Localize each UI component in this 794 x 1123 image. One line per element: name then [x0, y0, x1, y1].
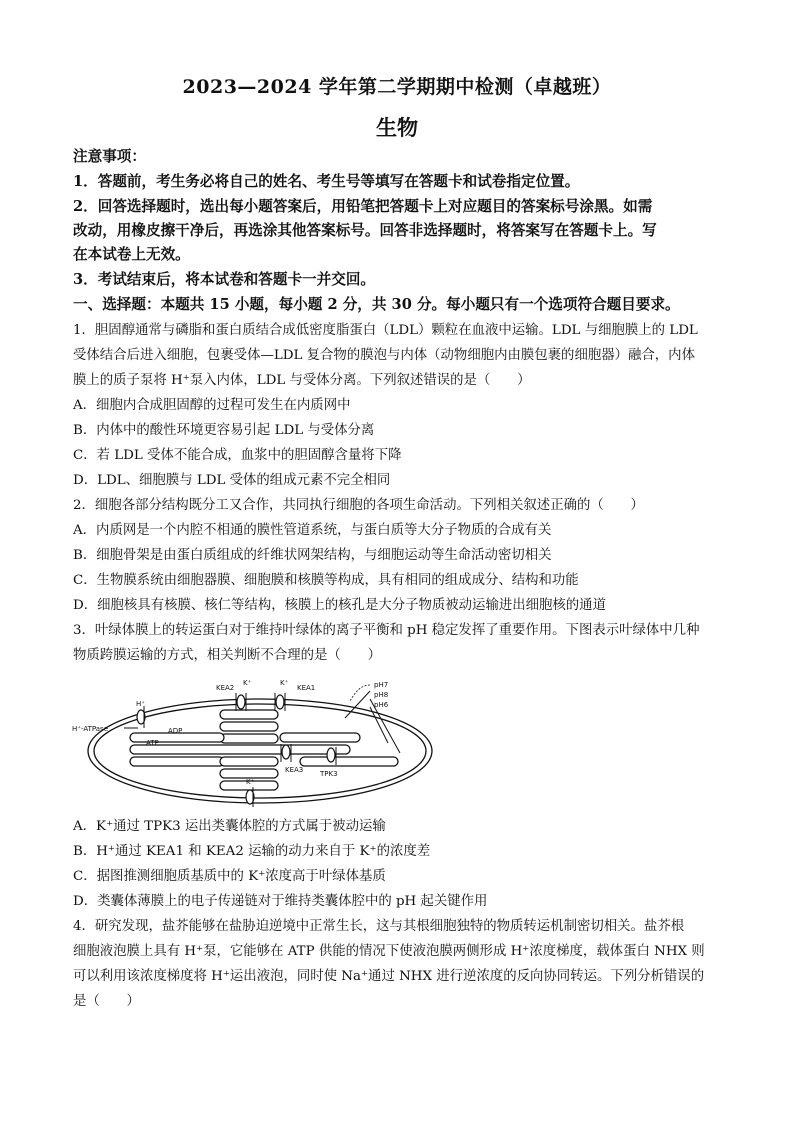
notice-line: 在本试卷上无效。: [73, 246, 190, 263]
adp-label: ADP: [168, 727, 183, 735]
kplus-label: K⁺: [280, 679, 289, 687]
question-stem: 是（ ）: [73, 994, 140, 1009]
ph8-label: pH8: [374, 691, 389, 699]
section-heading: 一、选择题：本题共 15 小题，每小题 2 分，共 30 分。每小题只有一个选项符合题目要求。: [73, 296, 680, 313]
option-a: A．内质网是一个内腔不相通的膜性管道系统，与蛋白质等大分子物质的合成有关: [73, 523, 552, 538]
atp-label: ATP: [146, 739, 159, 747]
chloroplast-transport-diagram: [70, 673, 460, 813]
option-b: B．H⁺通过 KEA1 和 KEA2 运输的动力来自于 K⁺的浓度差: [73, 844, 431, 859]
option-b: B．细胞骨架是由蛋白质组成的纤维状网架结构，与细胞运动等生命活动密切相关: [73, 548, 552, 563]
ph6-label: pH6: [374, 701, 389, 709]
kplus-label: K⁺: [243, 679, 252, 687]
option-c: C．据图推测细胞质基质中的 K⁺浓度高于叶绿体基质: [73, 869, 386, 884]
question-stem: 可以利用该浓度梯度将 H⁺运出液泡，同时使 Na⁺通过 NHX 进行逆浓度的反向协同转运。下列分析错误的: [73, 969, 705, 984]
option-c: C．若 LDL 受体不能合成，血浆中的胆固醇含量将下降: [73, 448, 402, 463]
hplus-label: H⁺: [136, 700, 145, 708]
atpase-label: H⁺-ATPase: [72, 725, 109, 733]
kea1-label: KEA1: [297, 684, 316, 692]
question-stem: 物质跨膜运输的方式，相关判断不合理的是（ ）: [73, 648, 381, 663]
kea2-label: KEA2: [216, 684, 235, 692]
thylakoid-stacks: [130, 710, 398, 790]
question-stem: 膜上的质子泵将 H⁺泵入内体，LDL 与受体分离。下列叙述错误的是（ ）: [73, 373, 531, 388]
kea3-label: KEA3: [285, 766, 304, 774]
option-d: D．细胞核具有核膜、核仁等结构，核膜上的核孔是大分子物质被动运输进出细胞核的通道: [73, 598, 606, 613]
option-c: C．生物膜系统由细胞器膜、细胞膜和核膜等构成，具有相同的组成成分、结构和功能: [73, 573, 579, 588]
question-stem: 4．研究发现，盐芥能够在盐胁迫逆境中正常生长，这与其根细胞独特的物质转运机制密切相关。盐芥根: [73, 919, 685, 934]
option-b: B．内体中的酸性环境更容易引起 LDL 与受体分离: [73, 423, 375, 438]
question-stem: 1．胆固醇通常与磷脂和蛋白质结合成低密度脂蛋白（LDL）颗粒在血液中运输。LDL 与细胞膜上的 LDL: [73, 323, 698, 338]
question-stem: 细胞液泡膜上具有 H⁺泵，它能够在 ATP 供能的情况下使液泡膜两侧形成 H⁺浓度梯度，载体蛋白 NHX 则: [73, 944, 705, 959]
option-d: D．类囊体薄膜上的电子传递链对于维持类囊体腔中的 pH 起关键作用: [73, 894, 488, 909]
ph7-label: pH7: [374, 681, 389, 689]
option-a: A．K⁺通过 TPK3 运出类囊体腔的方式属于被动运输: [73, 819, 386, 834]
notice-line: 改动，用橡皮擦干净后，再选涂其他答案标号。回答非选择题时，将答案写在答题卡上。写: [73, 222, 657, 239]
question-stem: 受体结合后进入细胞，包裹受体—LDL 复合物的膜泡与内体（动物细胞内由膜包裹的细胞器）融合，内体: [73, 348, 695, 363]
option-a: A．细胞内合成胆固醇的过程可发生在内质网中: [73, 398, 351, 413]
exam-title: 2023—2024 学年第二学期期中检测（卓越班）: [182, 76, 612, 98]
notice-line: 3．考试结束后，将本试卷和答题卡一并交回。: [73, 271, 376, 288]
notice-line: 1．答题前，考生务必将自己的姓名、考生号等填写在答题卡和试卷指定位置。: [73, 173, 580, 190]
question-stem: 3．叶绿体膜上的转运蛋白对于维持叶绿体的离子平衡和 pH 稳定发挥了重要作用。下图表示叶绿体中几种: [73, 623, 700, 638]
tpk3-label: TPK3: [320, 770, 338, 778]
subject-title: 生物: [376, 115, 418, 140]
kplus-label: K⁺: [246, 778, 255, 786]
notice-line: 2．回答选择题时，选出每小题答案后，用铅笔把答题卡上对应题目的答案标号涂黑。如需: [73, 198, 653, 215]
option-d: D．LDL、细胞膜与 LDL 受体的组成元素不完全相同: [73, 473, 391, 488]
notice-heading: 注意事项：: [73, 148, 146, 165]
question-stem: 2．细胞各部分结构既分工又合作，共同执行细胞的各项生命活动。下列相关叙述正确的（ ）: [73, 498, 644, 513]
